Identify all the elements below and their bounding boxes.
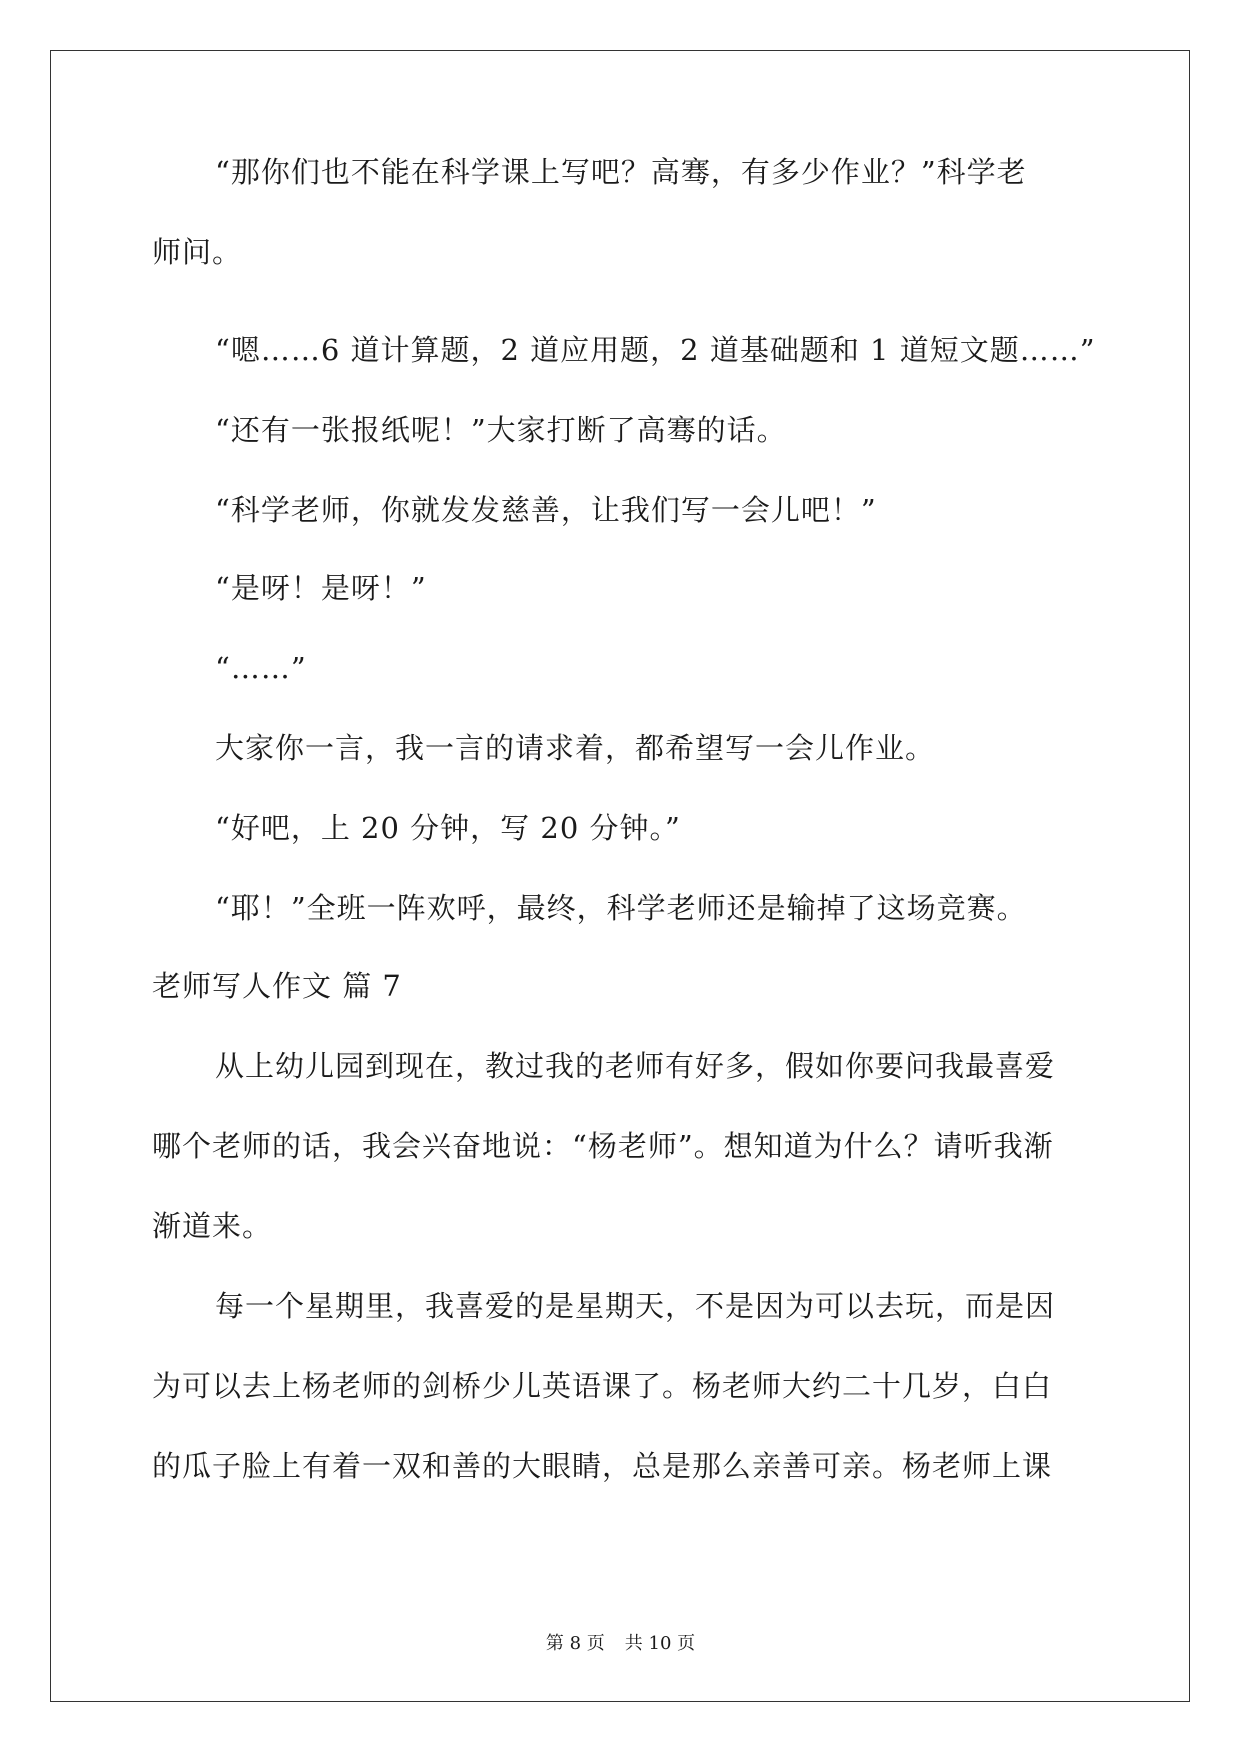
- paragraph-line: “……”: [215, 651, 307, 685]
- paragraph-line: 哪个老师的话，我会兴奋地说：“杨老师”。想知道为什么？请听我渐: [152, 1129, 1054, 1163]
- page-total: 共 10 页: [624, 1633, 696, 1654]
- paragraph-line: 的瓜子脸上有着一双和善的大眼睛，总是那么亲善可亲。杨老师上课: [152, 1449, 1053, 1483]
- paragraph-line: “嗯……6 道计算题，2 道应用题，2 道基础题和 1 道短文题……”: [215, 333, 1096, 367]
- paragraph-line: 每一个星期里，我喜爱的是星期天，不是因为可以去玩，而是因: [215, 1289, 1056, 1323]
- page-footer: [0, 1632, 1241, 1656]
- paragraph-line: 大家你一言，我一言的请求着，都希望写一会儿作业。: [215, 731, 936, 765]
- paragraph-line: “科学老师，你就发发慈善，让我们写一会儿吧！”: [215, 493, 877, 527]
- paragraph-line: 为可以去上杨老师的剑桥少儿英语课了。杨老师大约二十几岁，白白: [152, 1369, 1053, 1403]
- paragraph-line: “还有一张报纸呢！”大家打断了高骞的话。: [215, 413, 787, 447]
- paragraph-line: 师问。: [152, 235, 243, 269]
- paragraph-line: 渐道来。: [152, 1209, 273, 1243]
- paragraph-line: “好吧，上 20 分钟，写 20 分钟。”: [215, 811, 681, 845]
- page-number: 第 8 页: [545, 1633, 605, 1654]
- paragraph-line: “耶！”全班一阵欢呼，最终，科学老师还是输掉了这场竞赛。: [215, 891, 1027, 925]
- paragraph-line: 从上幼儿园到现在，教过我的老师有好多，假如你要问我最喜爱: [215, 1049, 1056, 1083]
- section-heading: 老师写人作文 篇 7: [152, 969, 402, 1003]
- paragraph-line: “是呀！是呀！”: [215, 571, 427, 605]
- paragraph-line: “那你们也不能在科学课上写吧？高骞，有多少作业？”科学老: [215, 155, 1027, 189]
